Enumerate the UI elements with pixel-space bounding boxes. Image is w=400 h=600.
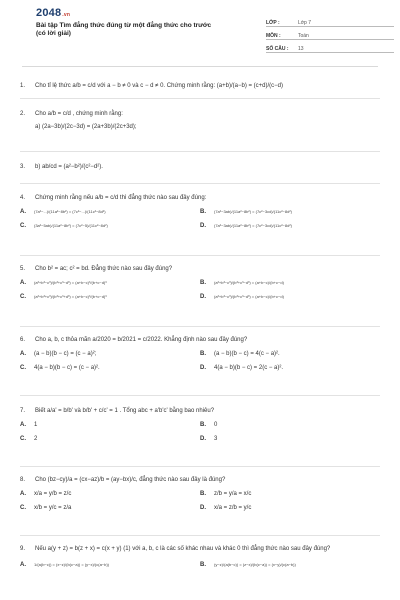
question-number: 2. xyxy=(20,111,26,117)
option-b[interactable] xyxy=(200,561,380,569)
question-5 xyxy=(20,265,380,301)
title-line-1: Bài tập Tìm đẳng thức đúng từ một đẳng thức cho trước xyxy=(36,22,212,29)
option-letter: A. xyxy=(20,280,26,286)
meta-key: MÔN : xyxy=(266,33,281,39)
option-text: (a³+b³−c³)/(b³+c³−d³) = (a+b−c)/(b+c−d) xyxy=(214,280,284,285)
option-d[interactable] xyxy=(200,504,380,512)
question-number: 3. xyxy=(20,164,26,170)
question-text: Cho a, b, c thỏa mãn a/2020 = b/2021 = c/2022. Khẳng định nào sau đây đúng? xyxy=(35,337,248,343)
option-text: (7a²−3ab)/(11a²−8b²) = (7c²−3cd)/(11c²−8d²) xyxy=(214,223,292,228)
worksheet-title xyxy=(36,22,251,38)
options-row xyxy=(20,208,380,216)
options-row xyxy=(20,504,380,512)
option-letter: C. xyxy=(20,223,26,229)
option-letter: C. xyxy=(20,505,26,511)
option-letter: A. xyxy=(20,351,26,357)
options-row xyxy=(20,561,380,569)
question-7 xyxy=(20,407,380,443)
question-text: Cho b² = ac; c² = bd. Đẳng thức nào sau đây đúng? xyxy=(35,266,173,272)
option-c[interactable] xyxy=(20,364,200,372)
option-text: z/b = y/a = x/c xyxy=(214,491,252,497)
option-b[interactable] xyxy=(200,490,380,498)
meta-row-count xyxy=(266,40,394,53)
options-row xyxy=(20,364,380,372)
option-letter: B. xyxy=(200,280,206,286)
meta-key: SỐ CÂU : xyxy=(266,46,289,52)
meta-row-class xyxy=(266,14,394,27)
question-4 xyxy=(20,194,380,230)
options-row xyxy=(20,350,380,358)
question-3 xyxy=(20,163,380,171)
option-letter: B. xyxy=(200,562,206,568)
options-row xyxy=(20,293,380,301)
question-number: 4. xyxy=(20,195,26,201)
option-b[interactable] xyxy=(200,350,380,358)
option-text: x/a = y/b = z/c xyxy=(34,491,72,497)
meta-row-subject xyxy=(266,27,394,40)
divider xyxy=(20,255,380,256)
question-number: 1. xyxy=(20,83,26,89)
option-a[interactable] xyxy=(20,561,200,569)
question-6 xyxy=(20,336,380,372)
option-d[interactable] xyxy=(200,435,380,443)
option-text: 2 xyxy=(34,436,38,442)
option-b[interactable] xyxy=(200,279,380,287)
option-d[interactable] xyxy=(200,364,380,372)
site-logo[interactable] xyxy=(36,7,70,19)
option-text: (7a²−...)/(11a²−8b²) = (7c²−...)/(11c²−8d²) xyxy=(34,209,106,214)
meta-value: 13 xyxy=(298,46,304,52)
question-number: 8. xyxy=(20,477,26,483)
option-letter: D. xyxy=(200,365,206,371)
option-b[interactable] xyxy=(200,421,380,429)
option-text: x/b = y/c = z/a xyxy=(34,505,72,511)
options-row xyxy=(20,490,380,498)
option-text: 0 xyxy=(214,422,218,428)
title-line-2: (có lời giải) xyxy=(36,30,71,37)
option-c[interactable] xyxy=(20,435,200,443)
option-letter: A. xyxy=(20,422,26,428)
header-divider xyxy=(22,66,378,67)
option-letter: A. xyxy=(20,491,26,497)
divider xyxy=(20,183,380,184)
header xyxy=(14,0,386,58)
meta-value: Lớp 7 xyxy=(298,20,312,26)
options-row xyxy=(20,222,380,230)
option-a[interactable] xyxy=(20,490,200,498)
option-text: (a³+b³−c³)/(b³+c³−d³) = (a+b−c)/(b+c−d) xyxy=(214,294,284,299)
question-text: b) ab/cd = (a²−b²)/(c²−d²). xyxy=(35,164,103,170)
option-letter: B. xyxy=(200,209,206,215)
question-subpart: a) (2a−3b)/(2c−3d) = (2a+3b)/(2c+3d); xyxy=(35,124,137,130)
option-d[interactable] xyxy=(200,293,380,301)
option-letter: C. xyxy=(20,294,26,300)
question-number: 9. xyxy=(20,546,26,552)
option-text: 1 xyxy=(34,422,38,428)
question-text: Nếu a(y + z) = b(z + x) = c(x + y) (1) với a, b, c là các số khác nhau và khác 0 thì đẳng thức nào sau đây đúng? xyxy=(35,546,331,552)
option-d[interactable] xyxy=(200,222,380,230)
option-c[interactable] xyxy=(20,504,200,512)
question-text: Cho tỉ lệ thức a/b = c/d với a − b ≠ 0 và c − d ≠ 0. Chứng minh rằng: (a+b)/(a−b) = (c+d)/(c−d) xyxy=(35,83,284,89)
option-text: 4(a − b)(b − c) = 2(c − a)². xyxy=(214,365,284,371)
option-a[interactable] xyxy=(20,421,200,429)
option-c[interactable] xyxy=(20,293,200,301)
option-letter: B. xyxy=(200,491,206,497)
options-row xyxy=(20,435,380,443)
question-number: 6. xyxy=(20,337,26,343)
meta-value: Toán xyxy=(298,33,309,39)
divider xyxy=(20,98,380,99)
option-text: 4(a − b)(b − c) = (c − a)². xyxy=(34,365,100,371)
divider xyxy=(20,326,380,327)
question-text: Biết a/a' = b/b' và b/b' + c/c' = 1 . Tổng abc + a'b'c' bằng bao nhiêu? xyxy=(35,408,215,414)
divider xyxy=(20,535,380,536)
divider xyxy=(20,395,380,396)
option-text: (y−z)/(a(b−c)) = (z−x)/(b(c−a)) = (x−y)/(c(a−b)) xyxy=(214,562,296,567)
option-letter: B. xyxy=(200,351,206,357)
option-letter: C. xyxy=(20,436,26,442)
option-letter: C. xyxy=(20,365,26,371)
question-8 xyxy=(20,476,380,512)
option-b[interactable] xyxy=(200,208,380,216)
option-text: (a³+b³−c³)/(b³+c³−d³) = (a+b−c)³/(b+c−d)³ xyxy=(34,280,107,285)
option-text: (7a²−3ab)/(11a²−8b²) = (7c²−3cd)/(11c²−8d²) xyxy=(214,209,292,214)
question-1 xyxy=(20,82,380,90)
option-letter: D. xyxy=(200,436,206,442)
option-letter: A. xyxy=(20,562,26,568)
option-letter: D. xyxy=(200,294,206,300)
question-2 xyxy=(20,110,380,131)
question-text: Cho (bz−cy)/a = (cx−az)/b = (ay−bx)/c, đẳng thức nào sau đây là đúng? xyxy=(35,477,226,483)
option-text: (a − b)(b − c) = (c − a)²; xyxy=(34,351,97,357)
meta-table xyxy=(266,14,394,53)
question-9 xyxy=(20,545,380,569)
option-letter: D. xyxy=(200,223,206,229)
logo-text: 2048 xyxy=(36,7,62,19)
option-a[interactable] xyxy=(20,350,200,358)
question-text: Cho a/b = c/d , chứng minh rằng: xyxy=(35,111,123,117)
logo-domain: .vn xyxy=(62,12,71,18)
divider xyxy=(20,151,380,152)
options-row xyxy=(20,279,380,287)
option-text: (3a²−5ab)/(11a²−8b²) = (7c²−5)/(11c²−8d²) xyxy=(34,223,108,228)
divider xyxy=(20,466,380,467)
option-letter: A. xyxy=(20,209,26,215)
option-text: 3 xyxy=(214,436,218,442)
option-text: (a³+b³+c³)/(b³+c³+d³) = (a+b−c)³/(b+c−d)³ xyxy=(34,294,107,299)
option-a[interactable] xyxy=(20,208,200,216)
option-letter: D. xyxy=(200,505,206,511)
option-text: (a − b)(b − c) = 4(c − a)². xyxy=(214,351,280,357)
option-a[interactable] xyxy=(20,279,200,287)
question-number: 5. xyxy=(20,266,26,272)
question-number: 7. xyxy=(20,408,26,414)
option-letter: B. xyxy=(200,422,206,428)
option-c[interactable] xyxy=(20,222,200,230)
option-text: 1/(a(b−c)) = (x−z)/(b(c−a)) = (y−x)/(c(a−b)) xyxy=(34,562,110,567)
options-row xyxy=(20,421,380,429)
option-text: x/a = z/b = y/c xyxy=(214,505,252,511)
question-text: Chứng minh rằng nếu a/b = c/d thì đẳng thức nào sau đây đúng: xyxy=(35,195,207,201)
question-line xyxy=(20,545,380,553)
meta-key: LỚP : xyxy=(266,20,280,26)
